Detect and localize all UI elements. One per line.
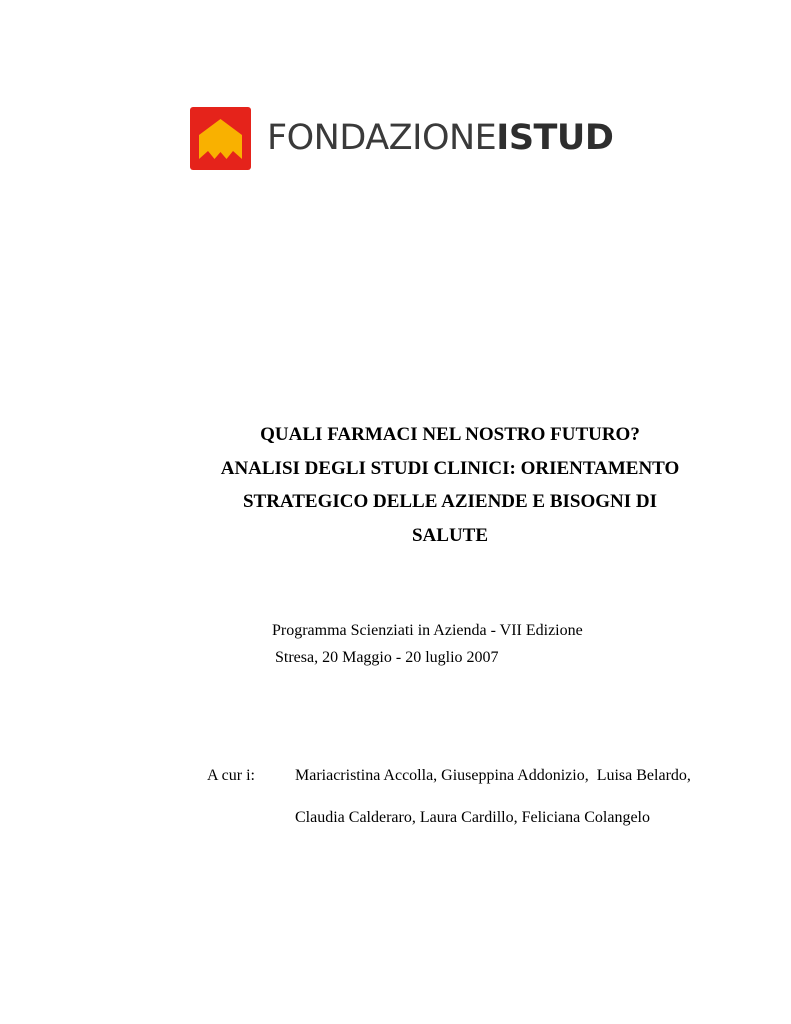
- logo-word-istud: ISTUD: [496, 118, 614, 158]
- fondazione-istud-logo: [190, 107, 613, 170]
- title-line: SALUTE: [411, 524, 489, 546]
- authors-label: A cur i:: [207, 767, 255, 784]
- program-info: [272, 617, 583, 671]
- title-line: QUALI FARMACI NEL NOSTRO FUTURO?: [260, 424, 640, 445]
- logo-wordmark: [267, 118, 614, 158]
- program-place-date: Stresa, 20 Maggio - 20 luglio 2007: [275, 649, 499, 666]
- house-chevron-icon: [190, 107, 251, 170]
- title-line: ANALISI DEGLI STUDI CLINICI: ORIENTAMENTO: [220, 457, 680, 479]
- document-title: [150, 418, 750, 552]
- program-name: Programma Scienziati in Azienda - VII Edizione: [272, 622, 583, 639]
- authors-line-2: Claudia Calderaro, Laura Cardillo, Feliciana Colangelo: [295, 809, 650, 826]
- logo-word-fondazione: FONDAZIONE: [267, 118, 497, 158]
- authors-line-1: Mariacristina Accolla, Giuseppina Addonizio, Luisa Belardo,: [295, 767, 691, 784]
- title-line: STRATEGICO DELLE AZIENDE E BISOGNI DI: [242, 491, 658, 512]
